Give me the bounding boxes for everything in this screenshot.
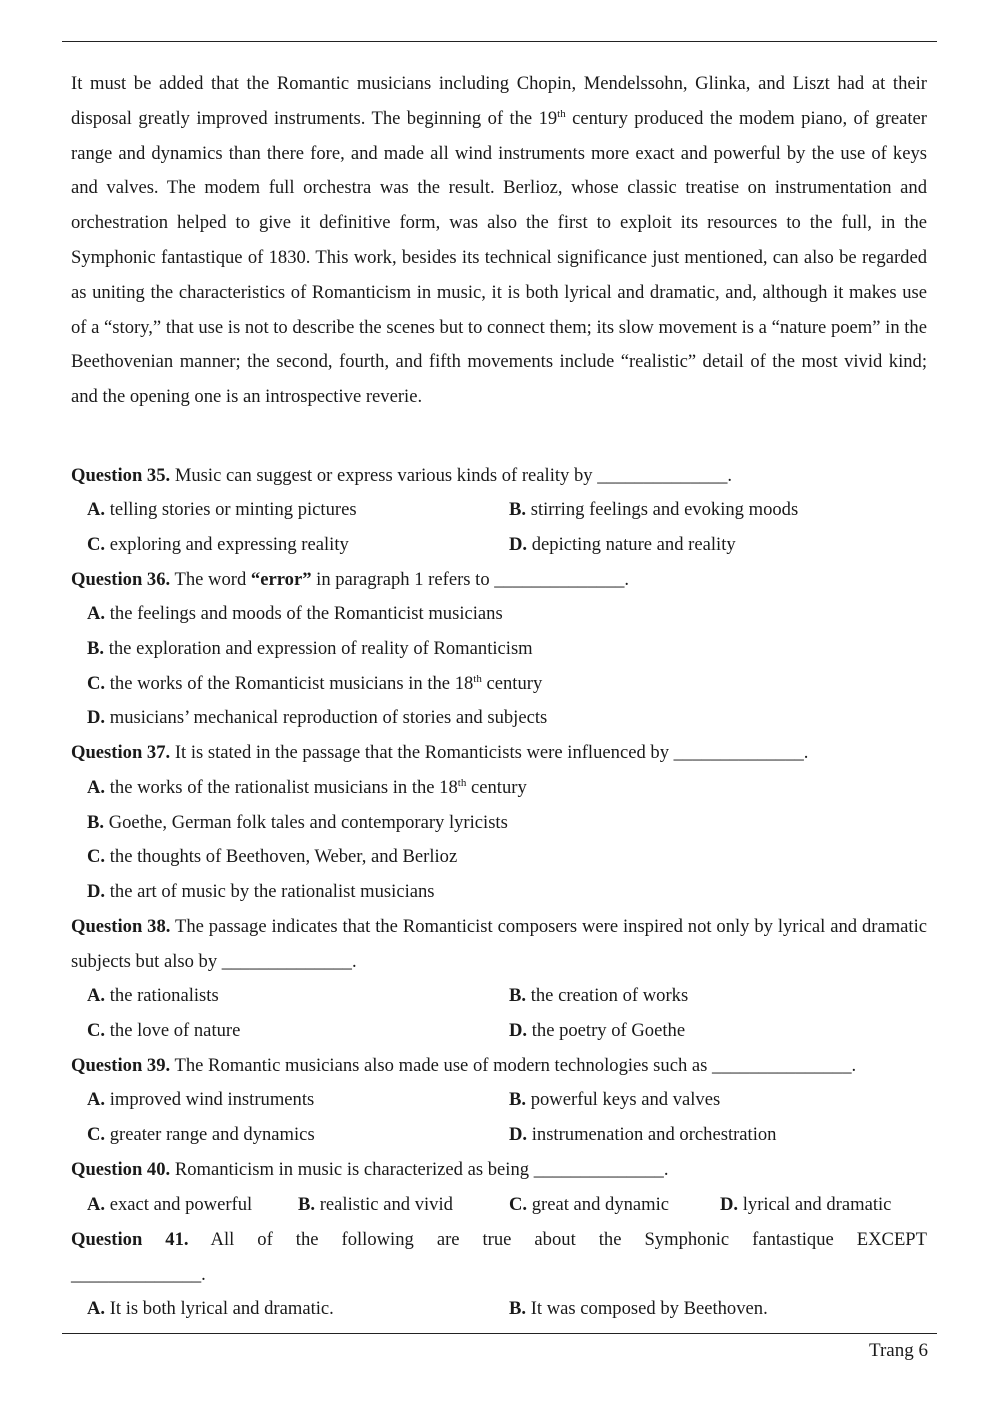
- question-41-option-b[interactable]: B. It was composed by Beethoven.: [509, 1298, 768, 1319]
- question-36-stem: Question 36. The word “error” in paragraph 1 refers to ______________.: [71, 569, 630, 590]
- question-40-option-d[interactable]: D. lyrical and dramatic: [720, 1194, 892, 1215]
- question-40-option-c[interactable]: C. great and dynamic: [509, 1194, 670, 1215]
- footer-rule: [62, 1333, 937, 1334]
- question-35-option-d[interactable]: D. depicting nature and reality: [509, 534, 736, 555]
- question-40-option-b[interactable]: B. realistic and vivid: [298, 1194, 453, 1215]
- question-35-option-c[interactable]: C. exploring and expressing reality: [87, 534, 349, 555]
- question-39-option-a[interactable]: A. improved wind instruments: [87, 1089, 315, 1110]
- question-38-option-c[interactable]: C. the love of nature: [87, 1020, 241, 1041]
- question-40-stem: Question 40. Romanticism in music is characterized as being ______________.: [71, 1159, 669, 1180]
- question-36-option-b[interactable]: B. the exploration and expression of reality of Romanticism: [87, 638, 533, 659]
- question-37-option-c[interactable]: C. the thoughts of Beethoven, Weber, and Berlioz: [87, 846, 458, 867]
- question-41-blank: ______________.: [71, 1264, 206, 1285]
- question-41-option-a[interactable]: A. It is both lyrical and dramatic.: [87, 1298, 334, 1319]
- question-37-option-d[interactable]: D. the art of music by the rationalist musicians: [87, 881, 435, 902]
- question-35-option-b[interactable]: B. stirring feelings and evoking moods: [509, 499, 799, 520]
- question-40-option-a[interactable]: A. exact and powerful: [87, 1194, 253, 1215]
- header-rule: [62, 41, 937, 42]
- question-37-stem: Question 37. It is stated in the passage that the Romanticists were influenced by ______________.: [71, 742, 809, 763]
- question-39-option-b[interactable]: B. powerful keys and valves: [509, 1089, 721, 1110]
- question-35-option-a[interactable]: A. telling stories or minting pictures: [87, 499, 357, 520]
- question-41-stem: Question 41. All of the following are true about the Symphonic fantastique EXCEPT: [71, 1229, 928, 1250]
- question-35-stem: Question 35. Music can suggest or express various kinds of reality by ______________.: [71, 465, 733, 486]
- question-37-option-b[interactable]: B. Goethe, German folk tales and contemporary lyricists: [87, 812, 508, 833]
- question-39-option-d[interactable]: D. instrumenation and orchestration: [509, 1124, 777, 1145]
- question-38-stem: Question 38. The passage indicates that the Romanticist composers were inspired not only by lyrical and dramatic subjects but also by ______________.: [71, 916, 927, 972]
- question-38-option-a[interactable]: A. the rationalists: [87, 985, 219, 1006]
- question-38-option-b[interactable]: B. the creation of works: [509, 985, 689, 1006]
- question-36-option-c[interactable]: C. the works of the Romanticist musicians in the 18th century: [87, 673, 543, 694]
- question-39-stem: Question 39. The Romantic musicians also made use of modern technologies such as _______________.: [71, 1055, 857, 1076]
- question-36-option-a[interactable]: A. the feelings and moods of the Romanticist musicians: [87, 603, 503, 624]
- question-36-option-d[interactable]: D. musicians’ mechanical reproduction of stories and subjects: [87, 707, 548, 728]
- page-number: Trang 6: [869, 1340, 928, 1361]
- question-37-option-a[interactable]: A. the works of the rationalist musicians in the 18th century: [87, 777, 527, 798]
- reading-passage: It must be added that the Romantic musicians including Chopin, Mendelssohn, Glinka, and Liszt had at their disposal greatly improved instruments. The beginning of the 19th century produced the modem piano, of greater range and dynamics than there fore, and made all wind instruments more exact and powerful by the use of keys and valves. The modem full orchestra was the result. Berlioz, whose classic treatise on instrumentation and orchestration helped to give it definitive form, was also the first to exploit its resources to the full, in the Symphonic fantastique of 1830. This work, besides its technical significance just mentioned, can also be regarded as uniting the characteristics of Romanticism in music, it is both lyrical and dramatic, and, although it makes use of a “story,” that use is not to describe the scenes but to connect them; its slow movement is a “nature poem” in the Beethovenian manner; the second, fourth, and fifth movements include “realistic” detail of the most vivid kind; and the opening one is an introspective reverie.: [71, 73, 927, 408]
- question-38-option-d[interactable]: D. the poetry of Goethe: [509, 1020, 686, 1041]
- question-39-option-c[interactable]: C. greater range and dynamics: [87, 1124, 315, 1145]
